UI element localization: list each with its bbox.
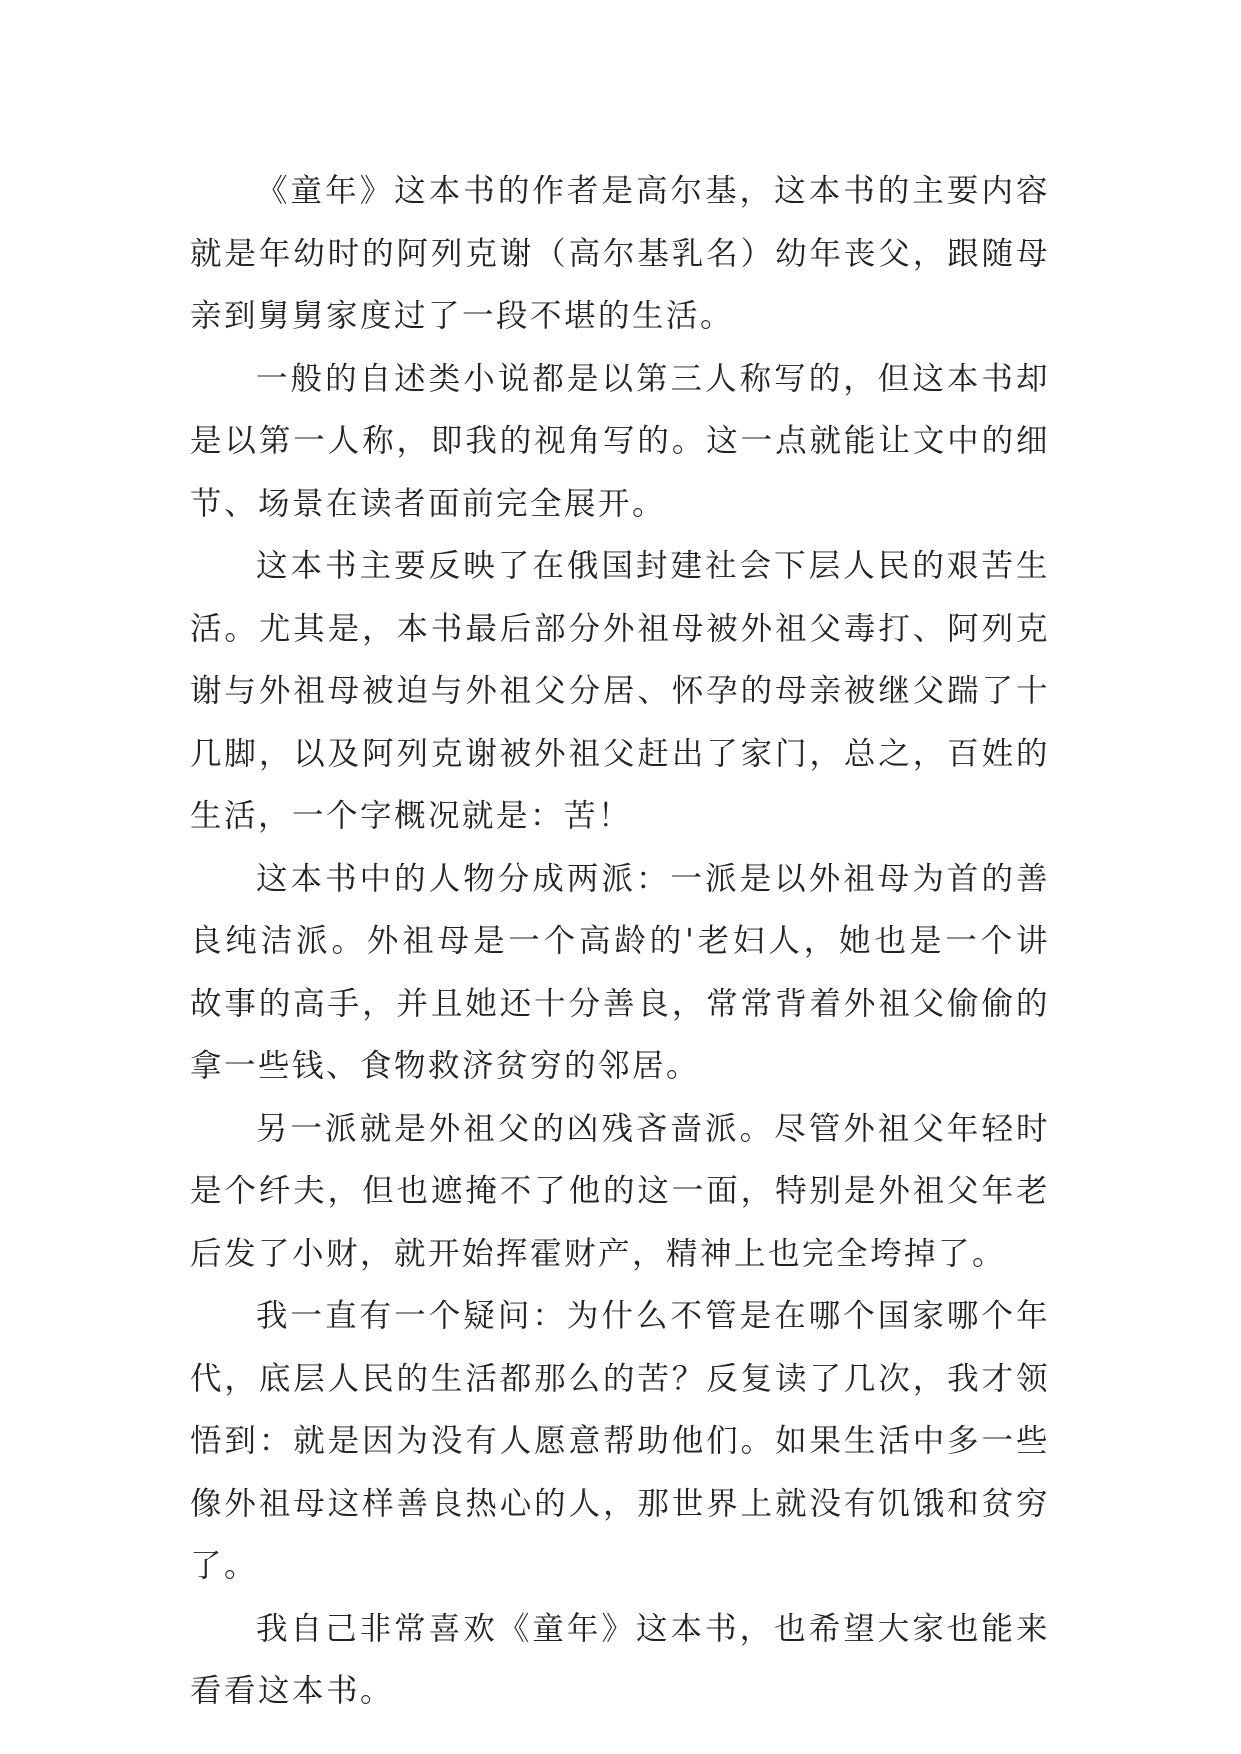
document-body bbox=[190, 160, 1050, 1723]
paragraph-author-intro: 《童年》这本书的作者是高尔基，这本书的主要内容就是年幼时的阿列克谢（高尔基乳名）幼年丧父，跟随母亲到舅舅家度过了一段不堪的生活。 bbox=[190, 173, 1050, 334]
paragraph-reflection: 我一直有一个疑问：为什么不管是在哪个国家哪个年代，底层人民的生活都那么的苦？反复读了几次，我才领悟到：就是因为没有人愿意帮助他们。如果生活中多一些像外祖母这样善良热心的人，那世界上就没有饥饿和贫穷了。 bbox=[190, 1298, 1050, 1584]
paragraph-narrative-perspective: 一般的自述类小说都是以第三人称写的，但这本书却是以第一人称，即我的视角写的。这一点就能让文中的细节、场景在读者面前完全展开。 bbox=[190, 360, 1050, 522]
paragraph-kind-faction: 这本书中的人物分成两派：一派是以外祖母为首的善良纯洁派。外祖母是一个高龄的'老妇人，她也是一个讲故事的高手，并且她还十分善良，常常背着外祖父偷偷的拿一些钱、食物救济贫穷的邻居。 bbox=[190, 860, 1050, 1084]
paragraph-conclusion: 我自己非常喜欢《童年》这本书，也希望大家也能来看看这本书。 bbox=[190, 1610, 1050, 1709]
paragraph-cruel-faction: 另一派就是外祖父的凶残吝啬派。尽管外祖父年轻时是个纤夫，但也遮掩不了他的这一面，特别是外祖父年老后发了小财，就开始挥霍财产，精神上也完全垮掉了。 bbox=[190, 1110, 1050, 1272]
paragraph-hardship: 这本书主要反映了在俄国封建社会下层人民的艰苦生活。尤其是，本书最后部分外祖母被外祖父毒打、阿列克谢与外祖母被迫与外祖父分居、怀孕的母亲被继父踹了十几脚，以及阿列克谢被外祖父赶出了家门，总之，百姓的生活，一个字概况就是：苦！ bbox=[190, 548, 1050, 834]
